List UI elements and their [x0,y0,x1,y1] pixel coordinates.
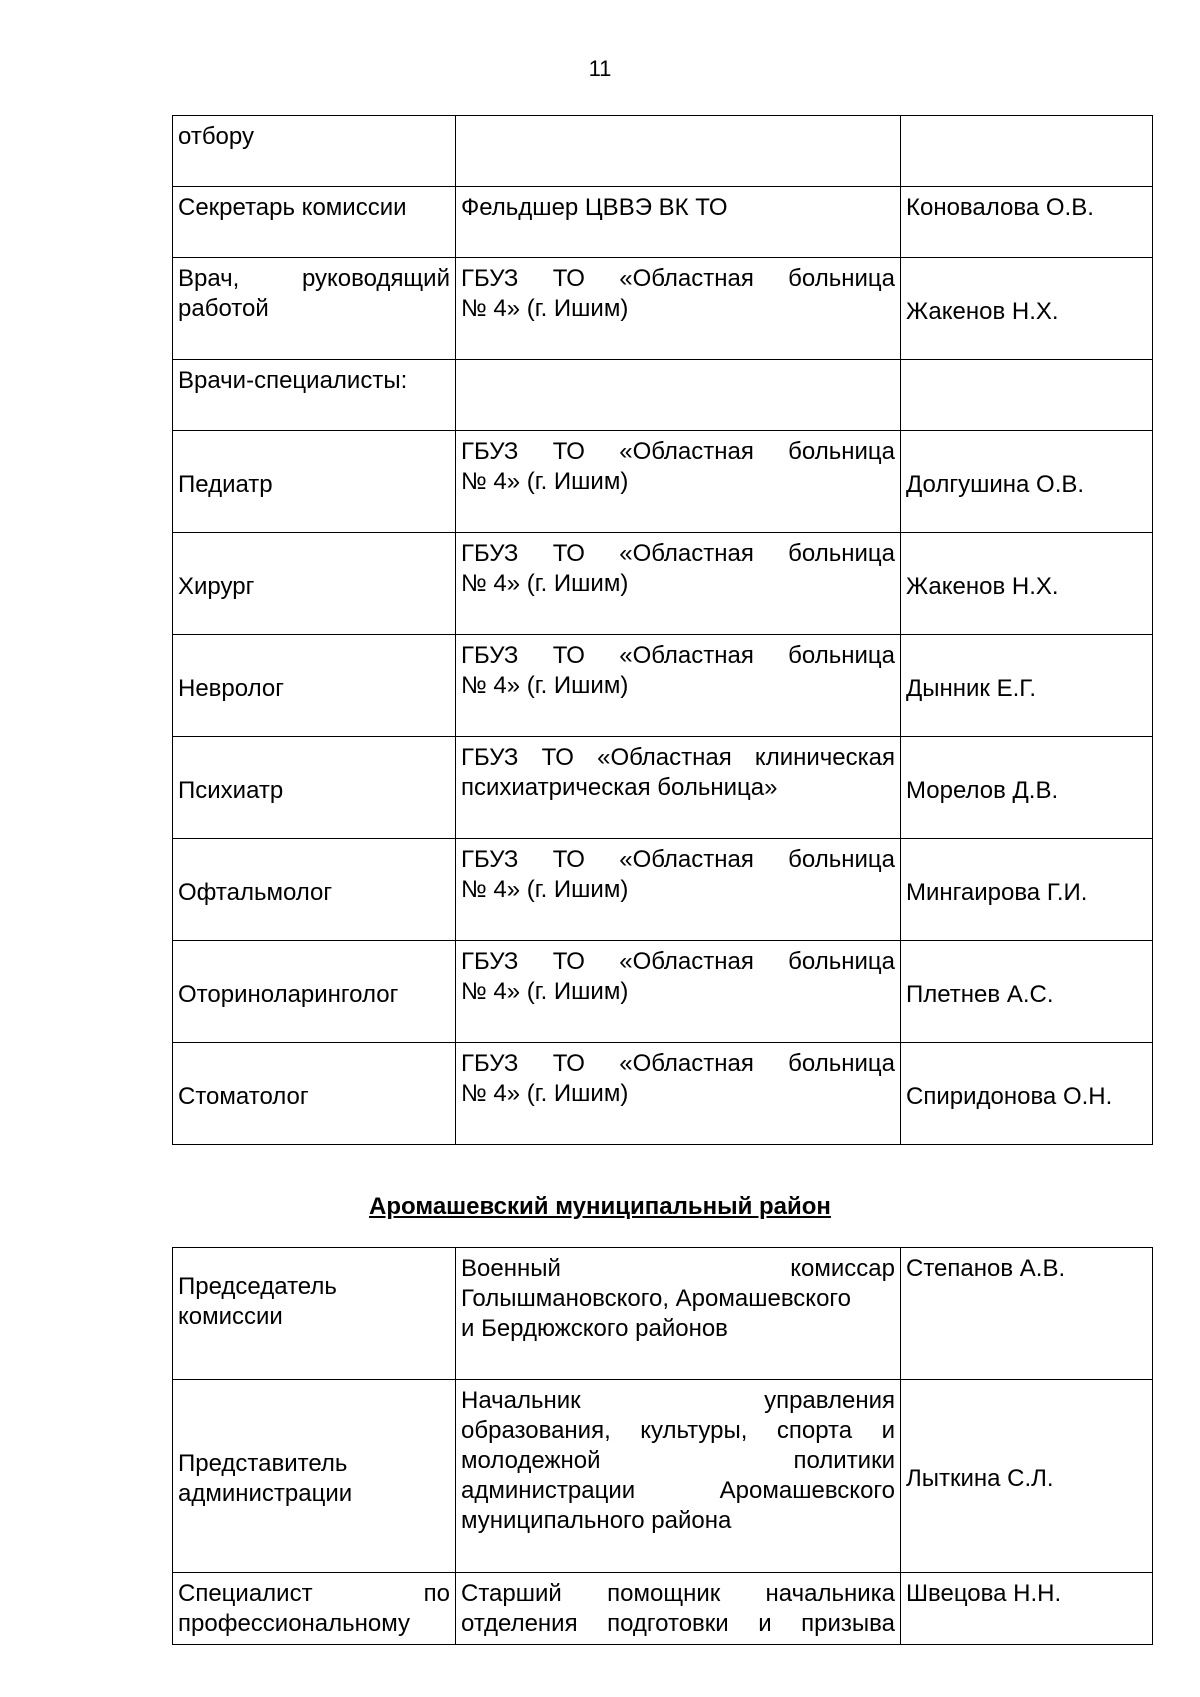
name-cell: Дынник Е.Г. [901,635,1153,737]
table-row [173,360,1153,431]
name-cell: Жакенов Н.Х. [901,533,1153,635]
table-row [173,635,1153,737]
commission-table [172,115,1153,1145]
organization-cell [456,1248,901,1380]
organization-cell [456,941,901,1043]
org-line: образования, культуры, спорта и [461,1417,895,1444]
org-line: Голышмановского, Аромашевского [461,1285,851,1312]
org-line: ГБУЗ ТО «Областная больница [461,438,895,465]
role-cell: Стоматолог [173,1043,456,1145]
org-line: № 4» (г. Ишим) [461,672,629,699]
organization-cell: Фельдшер ЦВВЭ ВК ТО [456,187,901,258]
table-row [173,187,1153,258]
role-line: администрации [178,1480,353,1507]
table-row [173,737,1153,839]
organization-cell [456,1043,901,1145]
org-line: отделения подготовки и призыва [461,1610,895,1637]
table-row [173,839,1153,941]
section-title: Аромашевский муниципальный район [369,1193,831,1220]
role-cell [173,1573,456,1645]
page-number: 11 [588,56,612,81]
table-row [173,1043,1153,1145]
org-line: № 4» (г. Ишим) [461,295,629,322]
org-line: Начальник управления [461,1387,895,1414]
org-line: № 4» (г. Ишим) [461,570,629,597]
org-line: № 4» (г. Ишим) [461,978,629,1005]
organization-cell [456,258,901,360]
role-cell [173,1248,456,1380]
role-line: профессиональному [178,1610,411,1637]
organization-cell [456,635,901,737]
organization-cell [456,360,901,431]
org-line: муниципального района [461,1507,732,1534]
role-line: комиссии [178,1303,283,1330]
organization-cell [456,737,901,839]
organization-cell [456,839,901,941]
role-cell: Психиатр [173,737,456,839]
role-line: Специалист по [178,1580,450,1607]
name-cell [901,360,1153,431]
org-line: ГБУЗ ТО «Областная больница [461,1050,895,1077]
org-line: ГБУЗ ТО «Областная больница [461,846,895,873]
role-cell: отбору [173,116,456,187]
org-line: ГБУЗ ТО «Областная больница [461,540,895,567]
table-row [173,116,1153,187]
organization-cell [456,1573,901,1645]
table-row [173,258,1153,360]
org-line: администрации Аромашевского [461,1477,895,1504]
name-cell: Спиридонова О.Н. [901,1043,1153,1145]
org-line: и Бердюжского районов [461,1315,728,1342]
district-commission-table [172,1247,1153,1645]
role-cell: Офтальмолог [173,839,456,941]
org-line: № 4» (г. Ишим) [461,876,629,903]
org-line: ГБУЗ ТО «Областная больница [461,948,895,975]
org-line: № 4» (г. Ишим) [461,1080,629,1107]
name-cell: Долгушина О.В. [901,431,1153,533]
role-line: Председатель [178,1273,337,1300]
role-line: Представитель [178,1450,348,1477]
role-cell [173,1380,456,1573]
table-row [173,941,1153,1043]
organization-cell [456,533,901,635]
table-row [173,533,1153,635]
name-cell: Плетнев А.С. [901,941,1153,1043]
role-cell: Врачи-специалисты: [173,360,456,431]
org-line: ГБУЗ ТО «Областная больница [461,642,895,669]
role-cell: Хирург [173,533,456,635]
org-line: ГБУЗ ТО «Областная клиническая [461,744,895,771]
organization-cell [456,431,901,533]
org-line: Военный комиссар [461,1255,895,1282]
table-row [173,1248,1153,1380]
role-line: Врач, руководящий [178,265,450,292]
organization-cell [456,1380,901,1573]
role-cell: Секретарь комиссии [173,187,456,258]
name-cell: Мингаирова Г.И. [901,839,1153,941]
name-cell [901,116,1153,187]
name-cell: Коновалова О.В. [901,187,1153,258]
role-cell: Оториноларинголог [173,941,456,1043]
role-cell: Педиатр [173,431,456,533]
role-line: работой [178,295,269,322]
org-line: № 4» (г. Ишим) [461,468,629,495]
organization-cell [456,116,901,187]
name-cell: Жакенов Н.Х. [901,258,1153,360]
role-cell [173,258,456,360]
org-line: молодежной политики [461,1447,895,1474]
name-cell: Швецова Н.Н. [901,1573,1153,1645]
org-line: Старший помощник начальника [461,1580,895,1607]
role-cell: Невролог [173,635,456,737]
org-line: ГБУЗ ТО «Областная больница [461,265,895,292]
name-cell: Морелов Д.В. [901,737,1153,839]
org-line: психиатрическая больница» [461,774,778,801]
table-row [173,1380,1153,1573]
name-cell: Степанов А.В. [901,1248,1153,1380]
table-row [173,1573,1153,1645]
table-row [173,431,1153,533]
name-cell: Лыткина С.Л. [901,1380,1153,1573]
